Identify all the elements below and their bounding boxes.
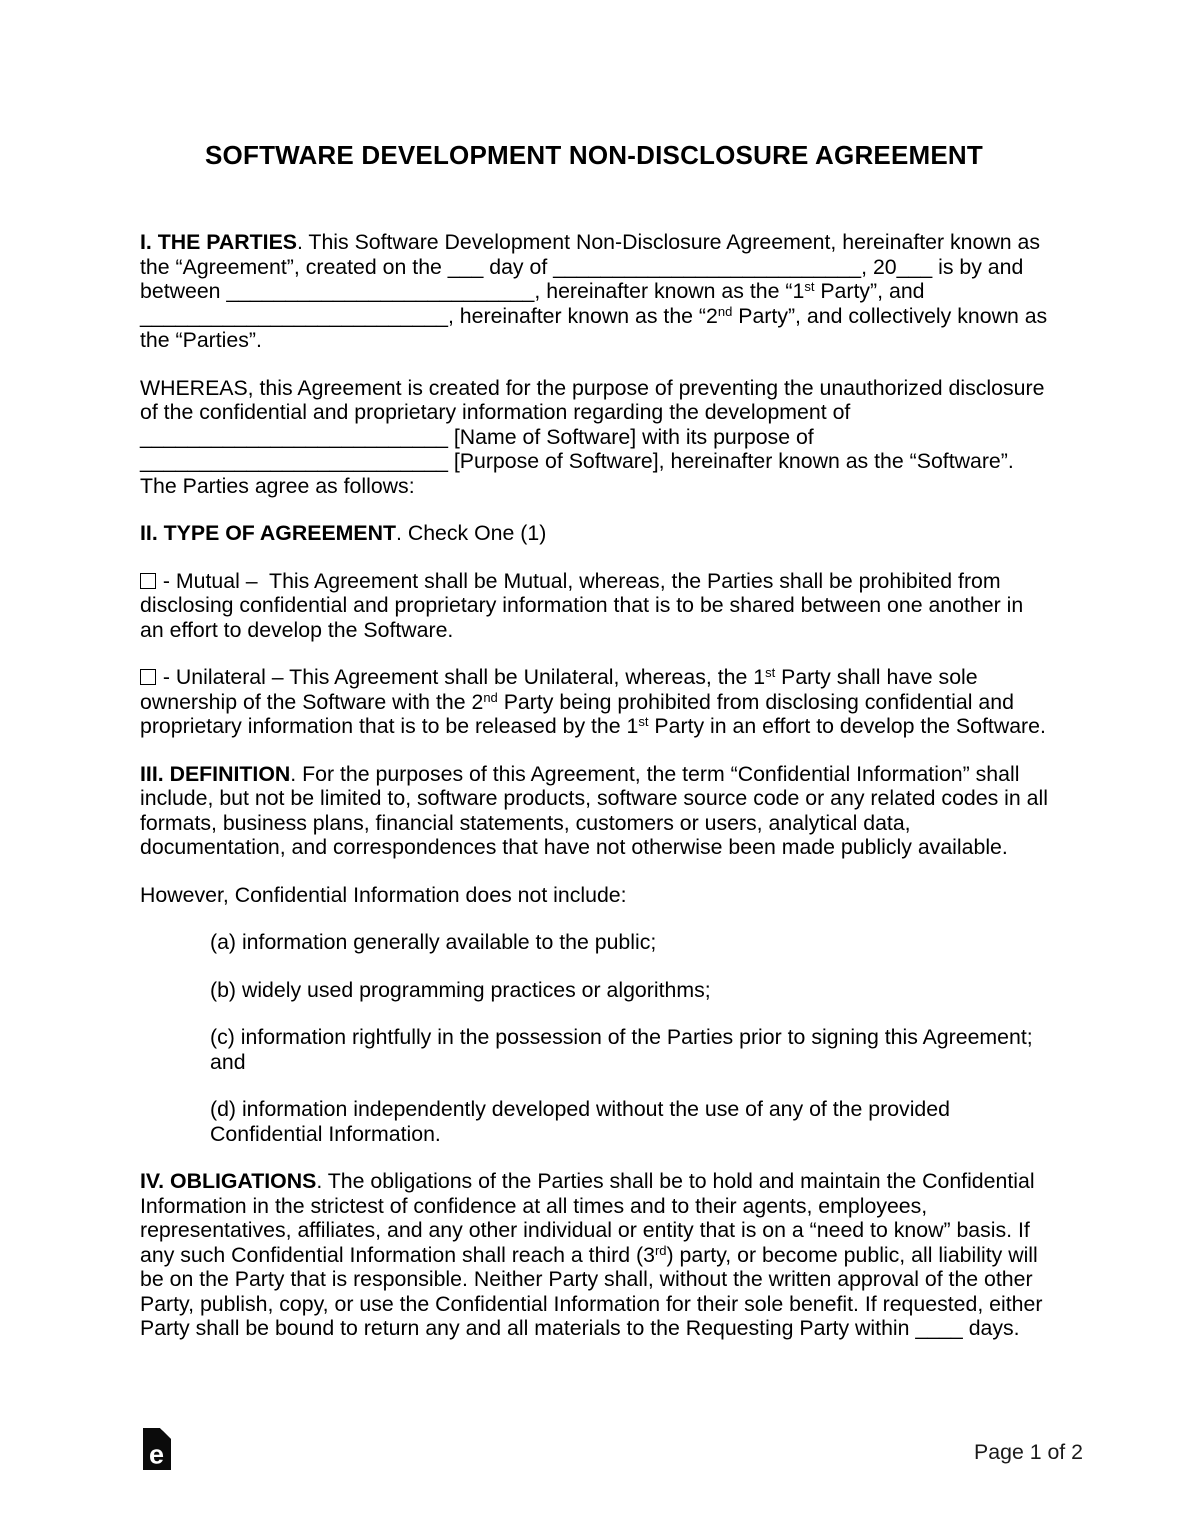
section-ii-type-of-agreement-heading: II. TYPE OF AGREEMENT. Check One (1) [140,521,547,545]
unilateral-option-paragraph: - Unilateral – This Agreement shall be Unilateral, whereas, the 1st Party shall have sole ownership of the Software with the 2nd Party being prohibited from disclosing confidential and proprietary information that is to be released by the 1st Party in an effort to develop the Software. [140,665,1046,738]
section-i-the-parties: I. THE PARTIES. This Software Development Non-Disclosure Agreement, hereinafter known as the “Agreement”, created on the ___ day of __________________________, 20___ is by and between __________________________, hereinafter known as the “1st Party”, and __________________________, hereinafter known as the “2nd Party”, and collectively known as the “Parties”. [140,230,1048,352]
mutual-option-paragraph: - Mutual – This Agreement shall be Mutual, whereas, the Parties shall be prohibited from disclosing confidential and proprietary information that is to be shared between one another in an effort to develop the Software. [140,568,1024,642]
unilateral-checkbox[interactable] [140,669,156,685]
document-title: SOFTWARE DEVELOPMENT NON-DISCLOSURE AGREEMENT [205,140,983,170]
section-iii-definition: III. DEFINITION. For the purposes of this Agreement, the term “Confidential Information” shall include, but not be limited to, software products, software source code or any related codes in all formats, business plans, financial statements, customers or users, analytical data, documentation, and correspondences that have not otherwise been made publicly available. [140,761,1048,859]
exclusion-item-b: (b) widely used programming practices or algorithms; [210,977,711,1002]
eforms-logo-icon [143,1428,171,1470]
whereas-clause: WHEREAS, this Agreement is created for the purpose of preventing the unauthorized disclosure of the confidential and proprietary information regarding the development of __________________________ [Name of Software] with its purpose of __________________________ [Purpose of Software], hereinafter known as the “Software”. The Parties agree as follows: [140,375,1045,498]
exclusion-item-a: (a) information generally available to the public; [210,930,657,954]
section-iv-obligations: IV. OBLIGATIONS. The obligations of the Parties shall be to hold and maintain the Confidential Information in the strictest of confidence at all times and to their agents, employees, representatives, affiliates, and any other individual or entity that is on a “need to know” basis. If any such Confidential Information shall reach a third (3rd) party, or become public, all liability will be on the Party that is responsible. Neither Party shall, without the written approval of the other Party, publish, copy, or use the Confidential Information for their sole benefit. If requested, either Party shall be bound to return any and all materials to the Requesting Party within ____ days. [140,1169,1043,1340]
document-content [140,0,1048,1341]
eforms-logo-letter: e [148,1439,165,1470]
exclusion-item-c: (c) information rightfully in the possession of the Parties prior to signing this Agreement; and [210,1025,1033,1074]
exclusion-item-d: (d) information independently developed without the use of any of the provided Confidential Information. [210,1097,950,1146]
confidential-exclusions-intro: However, Confidential Information does not include: [140,882,627,907]
page-number: Page 1 of 2 [974,1440,1083,1464]
mutual-checkbox[interactable] [140,573,156,589]
